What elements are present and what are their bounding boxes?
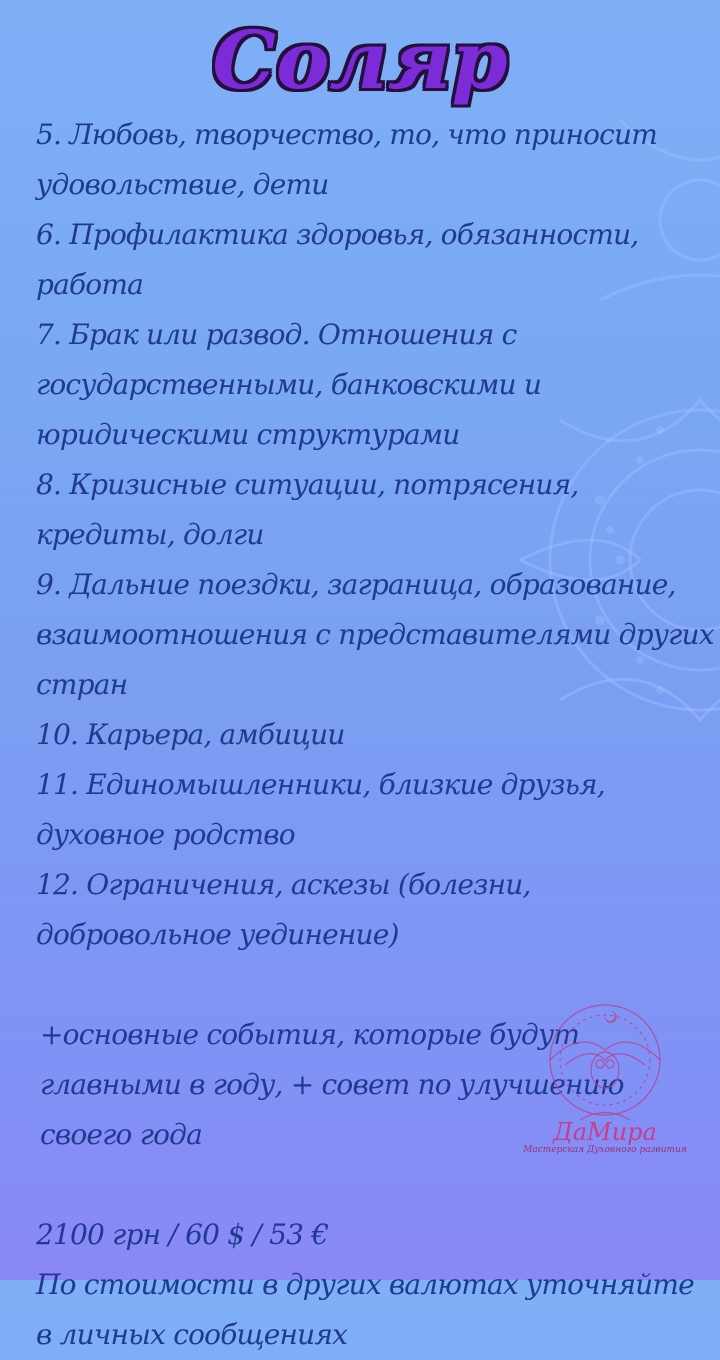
page-title: Соляр bbox=[212, 13, 508, 107]
list-item: 10. Карьера, амбиции bbox=[36, 718, 345, 751]
list-item: 9. Дальние поездки, заграница, образование, взаимоотношения с представителями других стран bbox=[36, 568, 714, 701]
price: 2100 грн / 60 $ / 53 € bbox=[36, 1218, 329, 1251]
list-item: 11. Единомышленники, близкие друзья, духовное родство bbox=[36, 768, 605, 851]
list-item: 5. Любовь, творчество, то, что приносит удовольствие, дети bbox=[36, 118, 658, 201]
list-item: 8. Кризисные ситуации, потрясения, кредиты, долги bbox=[36, 468, 579, 551]
house-list bbox=[36, 110, 714, 1360]
list-item: 7. Брак или развод. Отношения с государственными, банковскими и юридическими структурами bbox=[36, 318, 542, 451]
logo-subtitle: Мастерская Духовного развития bbox=[523, 1145, 687, 1155]
price-note: По стоимости в других валютах уточняйте в личных сообщениях bbox=[36, 1268, 694, 1351]
logo-name: ДаМира bbox=[553, 1118, 657, 1146]
list-item: 12. Ограничения, аскезы (болезни, добровольное уединение) bbox=[36, 868, 531, 951]
list-item: 6. Профилактика здоровья, обязанности, работа bbox=[36, 218, 639, 301]
extra-note: +основные события, которые будут главными в году, + совет по улучшению своего года bbox=[40, 1018, 624, 1151]
